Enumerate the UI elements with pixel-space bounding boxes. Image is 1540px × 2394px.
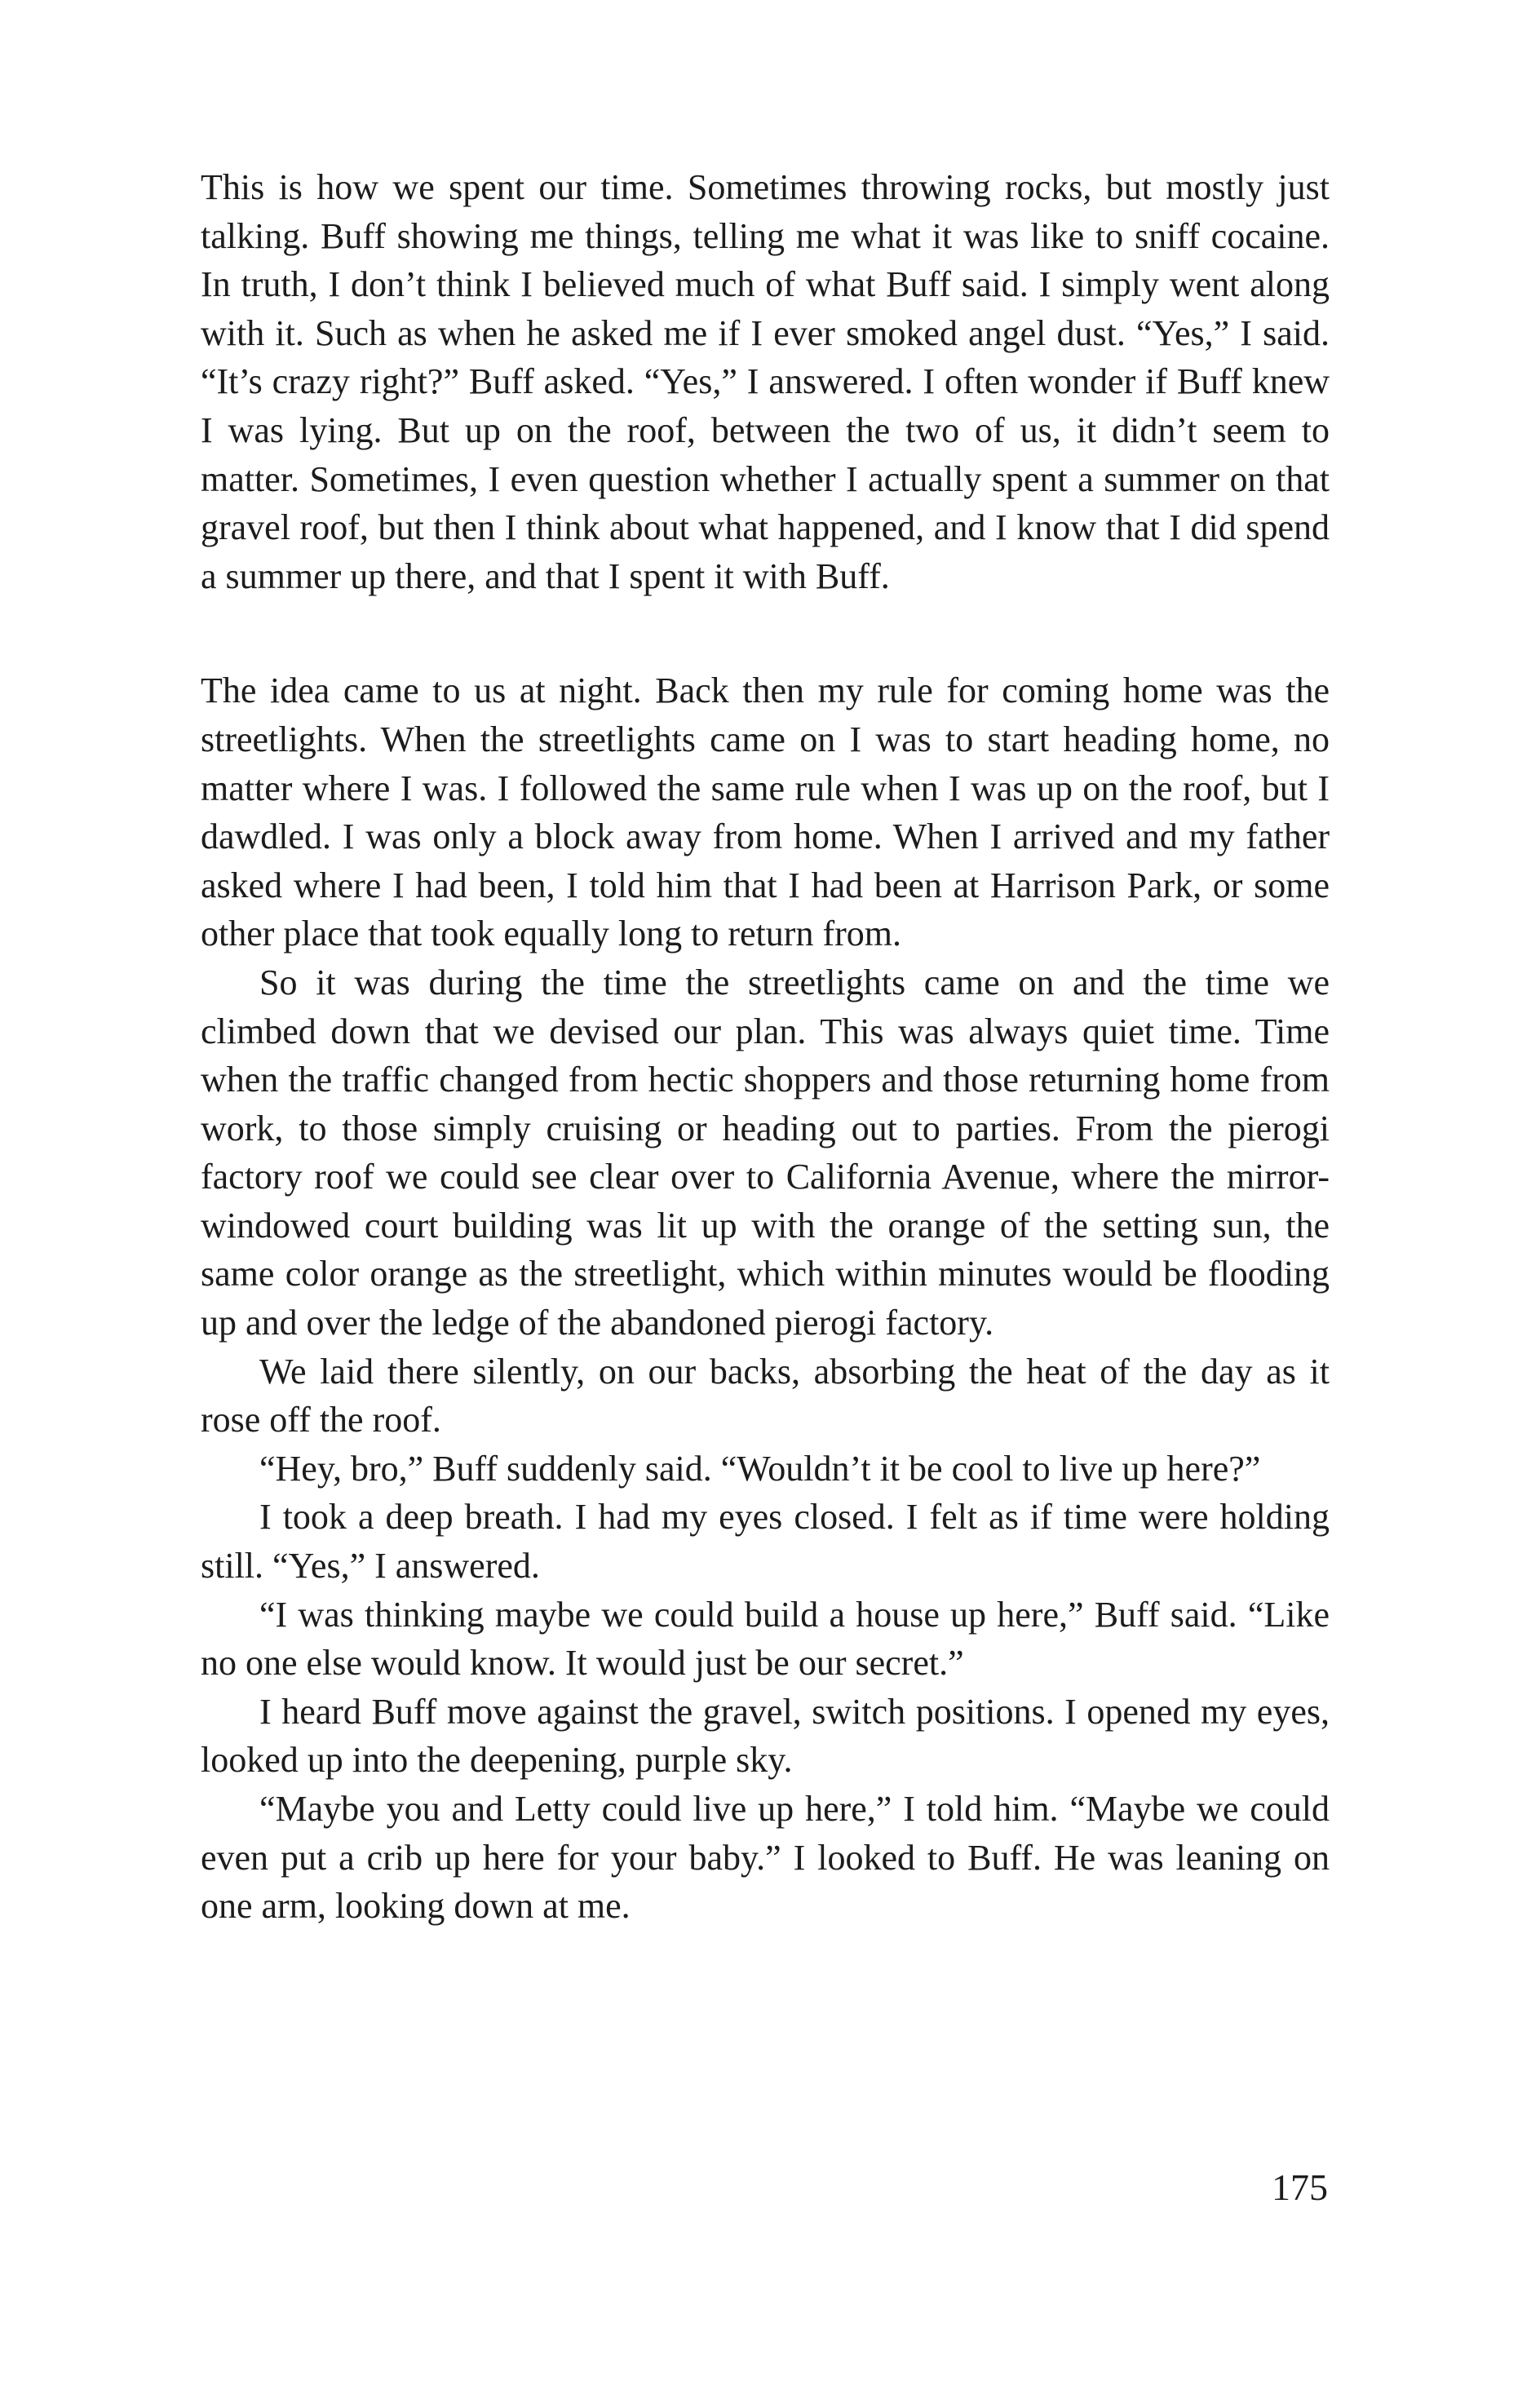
paragraph-gravel-move: I heard Buff move against the gravel, switch positions. I opened my eyes, looked up into the deepening, purple sky. — [201, 1691, 1330, 1781]
page-number: 175 — [1272, 2166, 1328, 2208]
body-text — [201, 163, 1330, 1931]
paragraph-streetlights-rule: The idea came to us at night. Back then my rule for coming home was the streetlights. When the streetlights came on I was to start heading home, no matter where I was. I followed the same rule when I was up on the roof, but I dawdled. I was only a block away from home. When I arrived and my father asked where I had been, I told him that I had been at Harrison Park, or some other place that took equally long to return from. — [201, 670, 1330, 954]
paragraph-hey-bro: “Hey, bro,” Buff suddenly said. “Wouldn’t it be cool to live up here?” — [259, 1448, 1261, 1489]
paragraph-letty-crib: “Maybe you and Letty could live up here,” I told him. “Maybe we could even put a crib up here for your baby.” I looked to Buff. He was leaning on one arm, looking down at me. — [201, 1789, 1330, 1927]
paragraph-devised-plan: So it was during the time the streetlights came on and the time we climbed down that we devised our plan. This was always quiet time. Time when the traffic changed from hectic shoppers and those returning home from work, to those simply cruising or heading out to parties. From the pierogi factory roof we could see clear over to California Avenue, where the mirror-windowed court building was lit up with the orange of the setting sun, the same color orange as the streetlight, which within minutes would be flooding up and over the ledge of the abandoned pierogi factory. — [201, 962, 1330, 1343]
paragraph-build-house: “I was thinking maybe we could build a house up here,” Buff said. “Like no one else would know. It would just be our secret.” — [201, 1594, 1330, 1684]
paragraph-summer-on-roof: This is how we spent our time. Sometimes throwing rocks, but mostly just talking. Buff showing me things, telling me what it was like to sniff cocaine. In truth, I don’t think I believed much of what Buff said. I simply went along with it. Such as when he asked me if I ever smoked angel dust. “Yes,” I said. “It’s crazy right?” Buff asked. “Yes,” I answered. I often wonder if Buff knew I was lying. But up on the roof, between the two of us, it didn’t seem to matter. Sometimes, I even question whether I actually spent a summer on that gravel roof, but then I think about what happened, and I know that I did spend a summer up there, and that I spent it with Buff. — [201, 167, 1330, 596]
paragraph-laid-silently: We laid there silently, on our backs, absorbing the heat of the day as it rose off the roof. — [201, 1351, 1330, 1440]
paragraph-deep-breath: I took a deep breath. I had my eyes closed. I felt as if time were holding still. “Yes,” I answered. — [201, 1497, 1330, 1586]
